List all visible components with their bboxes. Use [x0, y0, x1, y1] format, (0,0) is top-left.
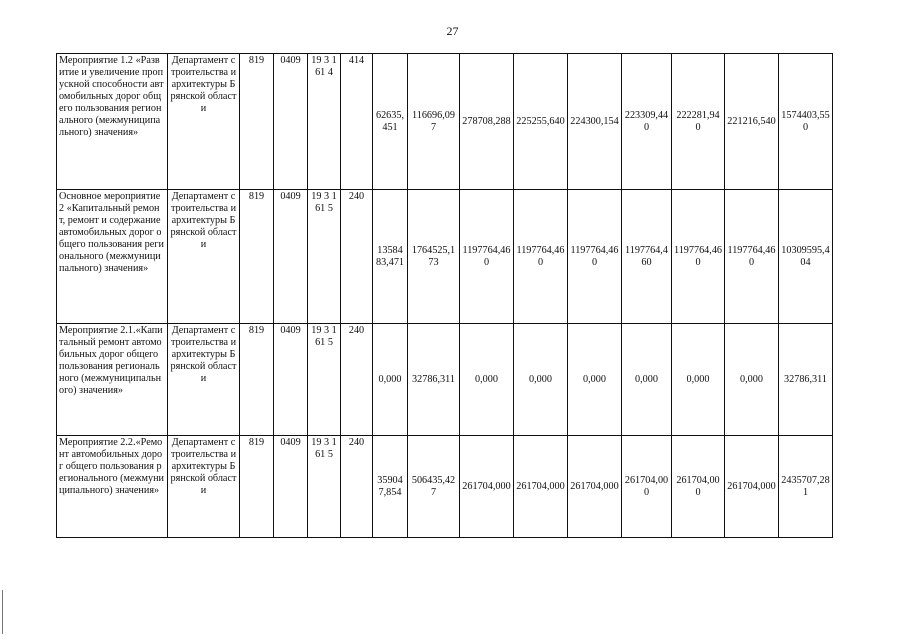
event-name: Мероприятие 2.2.«Ремонт автомобильных дорог общего пользования регионального (межмуниципального) значения» [57, 436, 168, 538]
total-cell: 32786,311 [779, 324, 833, 436]
amount-cell: 221216,540 [725, 54, 779, 190]
department: Департамент строительства и архитектуры Брянской области [168, 324, 240, 436]
grbs-code: 819 [240, 54, 274, 190]
amount-cell: 224300,154 [568, 54, 622, 190]
expense-type-code: 240 [341, 436, 373, 538]
event-name: Основное мероприятие 2 «Капитальный ремонт, ремонт и содержание автомобильных дорог общего пользования регионального (межмуниципального) значения» [57, 190, 168, 324]
section-code: 0409 [274, 190, 308, 324]
amount-cell: 1764525,173 [408, 190, 460, 324]
grbs-code: 819 [240, 436, 274, 538]
amount-cell: 1358483,471 [373, 190, 408, 324]
amount-cell: 261704,000 [460, 436, 514, 538]
expense-type-code: 414 [341, 54, 373, 190]
amount-cell: 0,000 [373, 324, 408, 436]
amount-cell: 1197764,460 [514, 190, 568, 324]
amount-cell: 1197764,460 [725, 190, 779, 324]
page-number: 27 [446, 24, 459, 38]
amount-cell: 116696,097 [408, 54, 460, 190]
amount-cell: 32786,311 [408, 324, 460, 436]
amount-cell: 359047,854 [373, 436, 408, 538]
expense-type-code: 240 [341, 190, 373, 324]
total-cell: 1574403,550 [779, 54, 833, 190]
amount-cell: 1197764,460 [568, 190, 622, 324]
table-row [57, 324, 893, 436]
amount-cell: 222281,940 [672, 54, 725, 190]
amount-cell: 1197764,460 [622, 190, 672, 324]
table-row [57, 190, 893, 324]
scan-edge-mark [2, 590, 3, 634]
budget-table [56, 53, 893, 538]
amount-cell: 0,000 [514, 324, 568, 436]
expense-type-code: 240 [341, 324, 373, 436]
target-article-code: 19 3 161 5 [308, 324, 341, 436]
amount-cell: 261704,000 [725, 436, 779, 538]
amount-cell: 1197764,460 [672, 190, 725, 324]
target-article-code: 19 3 161 4 [308, 54, 341, 190]
department: Департамент строительства и архитектуры Брянской области [168, 190, 240, 324]
section-code: 0409 [274, 324, 308, 436]
event-name: Мероприятие 2.1.«Капитальный ремонт автомобильных дорог общего пользования регионального (межмуниципального) значения» [57, 324, 168, 436]
amount-cell: 506435,427 [408, 436, 460, 538]
amount-cell: 0,000 [568, 324, 622, 436]
amount-cell: 1197764,460 [460, 190, 514, 324]
amount-cell: 261704,000 [622, 436, 672, 538]
amount-cell: 0,000 [672, 324, 725, 436]
amount-cell: 278708,288 [460, 54, 514, 190]
total-cell: 10309595,404 [779, 190, 833, 324]
department: Департамент строительства и архитектуры Брянской области [168, 54, 240, 190]
table-row [57, 436, 893, 538]
event-name: Мероприятие 1.2 «Развитие и увеличение пропускной способности автомобильных дорог общего пользования регионального (межмуниципального) значения» [57, 54, 168, 190]
grbs-code: 819 [240, 324, 274, 436]
grbs-code: 819 [240, 190, 274, 324]
amount-cell: 261704,000 [514, 436, 568, 538]
amount-cell: 0,000 [622, 324, 672, 436]
amount-cell: 223309,440 [622, 54, 672, 190]
amount-cell: 261704,000 [672, 436, 725, 538]
department: Департамент строительства и архитектуры Брянской области [168, 436, 240, 538]
amount-cell: 261704,000 [568, 436, 622, 538]
section-code: 0409 [274, 54, 308, 190]
section-code: 0409 [274, 436, 308, 538]
amount-cell: 0,000 [725, 324, 779, 436]
total-cell: 2435707,281 [779, 436, 833, 538]
table-row [57, 54, 893, 190]
amount-cell: 0,000 [460, 324, 514, 436]
target-article-code: 19 3 161 5 [308, 190, 341, 324]
target-article-code: 19 3 161 5 [308, 436, 341, 538]
amount-cell: 62635,451 [373, 54, 408, 190]
amount-cell: 225255,640 [514, 54, 568, 190]
